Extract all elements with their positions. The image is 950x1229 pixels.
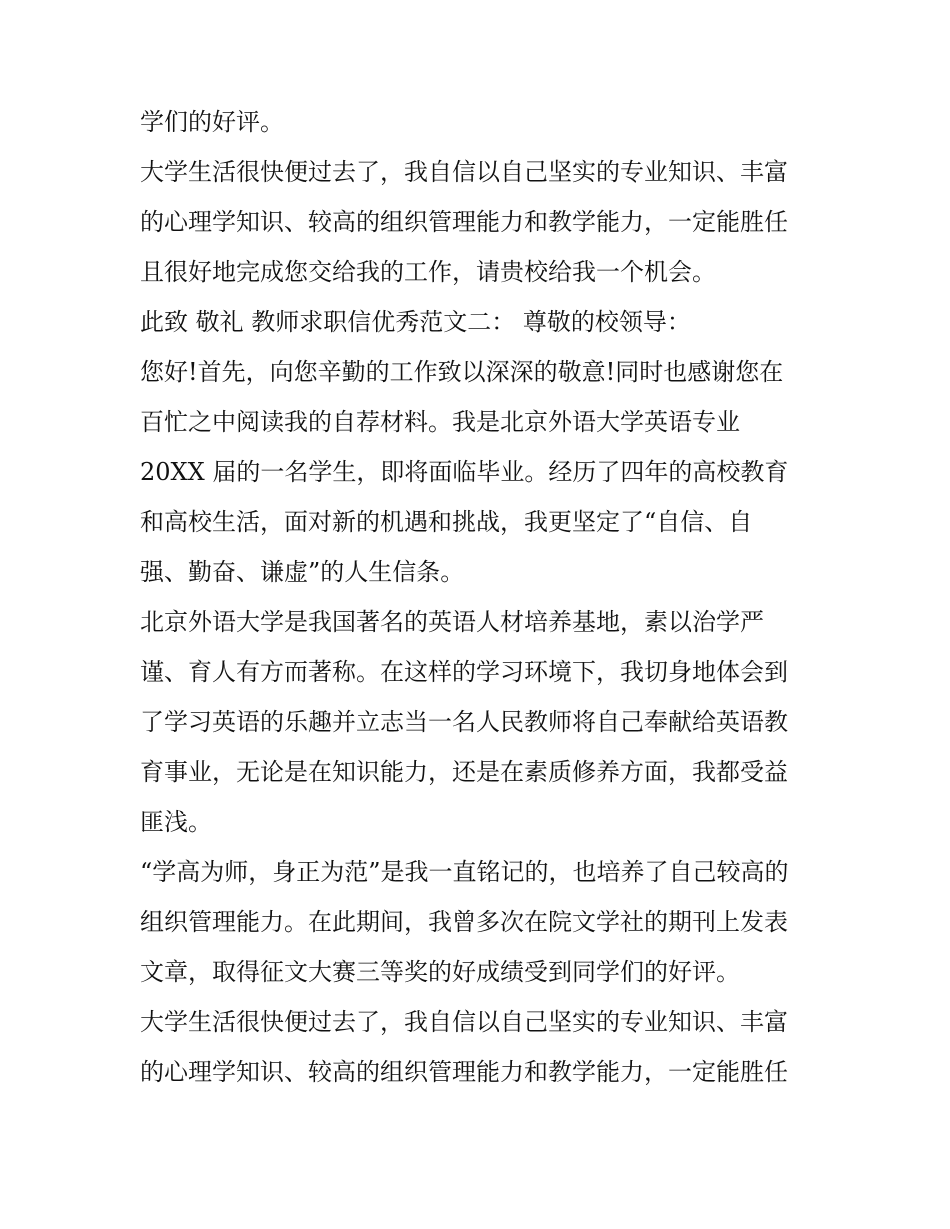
text-line: 此致 敬礼 教师求职信优秀范文二： 尊敬的校领导： [140,308,691,336]
text-line: “学高为师，身正为范”是我一直铭记的，也培养了自己较高的 [140,858,789,886]
text-line: 强、勤奋、谦虚”的人生信条。 [140,558,465,586]
text-line: 匪浅。 [140,808,212,836]
text-line: 大学生活很快便过去了，我自信以自己坚实的专业知识、丰富 [140,1008,788,1036]
text-line: 北京外语大学是我国著名的英语人材培养基地，素以治学严 [140,608,764,636]
text-line: 了学习英语的乐趣并立志当一名人民教师将自己奉献给英语教 [140,708,788,736]
text-line: 且很好地完成您交给我的工作，请贵校给我一个机会。 [140,258,716,286]
text-line: 文章，取得征文大赛三等奖的好成绩受到同学们的好评。 [140,958,740,986]
text-line: 大学生活很快便过去了，我自信以自己坚实的专业知识、丰富 [140,158,788,186]
text-line: 百忙之中阅读我的自荐材料。我是北京外语大学英语专业 [140,408,740,436]
text-line: 20XX 届的一名学生，即将面临毕业。经历了四年的高校教育 [140,458,789,486]
text-line: 学们的好评。 [140,108,284,136]
text-line: 和高校生活，面对新的机遇和挑战，我更坚定了“自信、自 [140,508,753,536]
text-line: 您好!首先，向您辛勤的工作致以深深的敬意!同时也感谢您在 [140,358,784,386]
text-line: 的心理学知识、较高的组织管理能力和教学能力，一定能胜任 [140,208,788,236]
document-body [140,104,820,1090]
text-line: 育事业，无论是在知识能力，还是在素质修养方面，我都受益 [140,758,788,786]
text-line: 的心理学知识、较高的组织管理能力和教学能力，一定能胜任 [140,1058,788,1086]
text-line: 组织管理能力。在此期间，我曾多次在院文学社的期刊上发表 [140,908,788,936]
text-line: 谨、育人有方而著称。在这样的学习环境下，我切身地体会到 [140,658,788,686]
